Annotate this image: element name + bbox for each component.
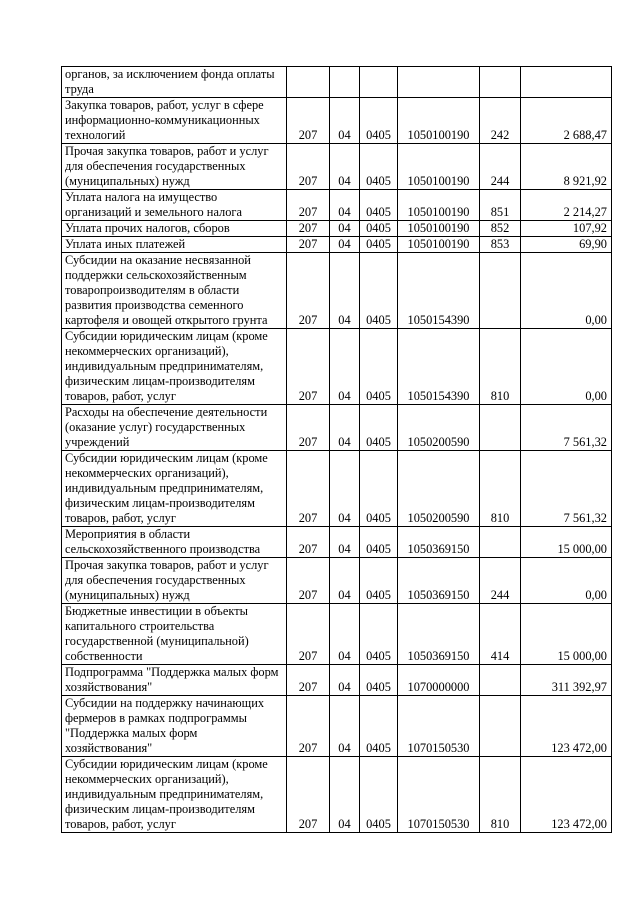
row-vr: [480, 253, 521, 329]
row-rz: 04: [330, 237, 360, 253]
row-pr: 0405: [360, 221, 398, 237]
table-row: [62, 67, 612, 98]
row-csr: 1050100190: [398, 221, 480, 237]
table-row: [62, 237, 612, 253]
row-name: Субсидии юридическим лицам (кроме некоммерческих организаций), индивидуальным предпринимателям, физическим лицам-производителям товаров, работ, услуг: [62, 757, 287, 833]
table-row: [62, 451, 612, 527]
row-sum: 15 000,00: [521, 527, 612, 558]
row-ved: 207: [287, 237, 330, 253]
row-ved: 207: [287, 696, 330, 757]
row-ved: 207: [287, 757, 330, 833]
row-name: Уплата иных платежей: [62, 237, 287, 253]
row-name: Субсидии юридическим лицам (кроме некоммерческих организаций), индивидуальным предпринимателям, физическим лицам-производителям товаров, работ, услуг: [62, 329, 287, 405]
row-vr: 810: [480, 451, 521, 527]
table-row: [62, 98, 612, 144]
row-name: Субсидии юридическим лицам (кроме некоммерческих организаций), индивидуальным предпринимателям, физическим лицам-производителям товаров, работ, услуг: [62, 451, 287, 527]
row-rz: 04: [330, 665, 360, 696]
row-name: Прочая закупка товаров, работ и услуг для обеспечения государственных (муниципальных) нужд: [62, 144, 287, 190]
table-row: [62, 329, 612, 405]
row-pr: 0405: [360, 757, 398, 833]
row-csr: 1070150530: [398, 757, 480, 833]
table-row: [62, 190, 612, 221]
table-row: [62, 144, 612, 190]
row-pr: 0405: [360, 451, 398, 527]
row-csr: 1050100190: [398, 98, 480, 144]
row-csr: 1070150530: [398, 696, 480, 757]
row-vr: 851: [480, 190, 521, 221]
row-sum: [521, 67, 612, 98]
row-vr: [480, 405, 521, 451]
row-rz: 04: [330, 696, 360, 757]
row-csr: 1070000000: [398, 665, 480, 696]
row-sum: 8 921,92: [521, 144, 612, 190]
row-csr: 1050369150: [398, 527, 480, 558]
table-row: [62, 558, 612, 604]
row-sum: 123 472,00: [521, 757, 612, 833]
row-pr: [360, 67, 398, 98]
row-pr: 0405: [360, 604, 398, 665]
row-ved: 207: [287, 405, 330, 451]
row-sum: 311 392,97: [521, 665, 612, 696]
row-ved: 207: [287, 527, 330, 558]
table-row: [62, 604, 612, 665]
budget-table: [61, 66, 612, 833]
row-rz: 04: [330, 558, 360, 604]
row-sum: 7 561,32: [521, 451, 612, 527]
table-row: [62, 221, 612, 237]
row-ved: 207: [287, 451, 330, 527]
row-rz: [330, 67, 360, 98]
row-pr: 0405: [360, 405, 398, 451]
row-pr: 0405: [360, 558, 398, 604]
row-pr: 0405: [360, 144, 398, 190]
row-sum: 2 214,27: [521, 190, 612, 221]
row-sum: 123 472,00: [521, 696, 612, 757]
row-csr: 1050100190: [398, 144, 480, 190]
row-pr: 0405: [360, 190, 398, 221]
row-rz: 04: [330, 98, 360, 144]
row-ved: 207: [287, 221, 330, 237]
table-row: [62, 665, 612, 696]
row-ved: 207: [287, 604, 330, 665]
row-pr: 0405: [360, 237, 398, 253]
row-vr: [480, 696, 521, 757]
row-ved: 207: [287, 558, 330, 604]
row-csr: 1050369150: [398, 604, 480, 665]
row-pr: 0405: [360, 527, 398, 558]
row-pr: 0405: [360, 696, 398, 757]
row-vr: 852: [480, 221, 521, 237]
table-row: [62, 757, 612, 833]
row-pr: 0405: [360, 253, 398, 329]
row-csr: 1050154390: [398, 253, 480, 329]
row-pr: 0405: [360, 98, 398, 144]
table-row: [62, 253, 612, 329]
row-name: Бюджетные инвестиции в объекты капитального строительства государственной (муниципальной) собственности: [62, 604, 287, 665]
row-ved: 207: [287, 190, 330, 221]
row-name: органов, за исключением фонда оплаты труда: [62, 67, 287, 98]
row-sum: 7 561,32: [521, 405, 612, 451]
row-ved: 207: [287, 98, 330, 144]
row-name: Мероприятия в области сельскохозяйственного производства: [62, 527, 287, 558]
row-name: Прочая закупка товаров, работ и услуг для обеспечения государственных (муниципальных) нужд: [62, 558, 287, 604]
row-vr: [480, 665, 521, 696]
row-ved: 207: [287, 329, 330, 405]
row-csr: [398, 67, 480, 98]
row-name: Субсидии на оказание несвязанной поддержки сельскохозяйственным товаропроизводителям в области развития производства семенного картофеля и овощей открытого грунта: [62, 253, 287, 329]
row-csr: 1050369150: [398, 558, 480, 604]
row-sum: 0,00: [521, 558, 612, 604]
row-rz: 04: [330, 253, 360, 329]
row-rz: 04: [330, 144, 360, 190]
row-sum: 0,00: [521, 329, 612, 405]
row-csr: 1050200590: [398, 405, 480, 451]
row-vr: 244: [480, 558, 521, 604]
row-vr: [480, 67, 521, 98]
row-sum: 0,00: [521, 253, 612, 329]
row-name: Подпрограмма "Поддержка малых форм хозяйствования": [62, 665, 287, 696]
row-pr: 0405: [360, 665, 398, 696]
row-rz: 04: [330, 221, 360, 237]
row-vr: 242: [480, 98, 521, 144]
row-csr: 1050100190: [398, 237, 480, 253]
row-csr: 1050154390: [398, 329, 480, 405]
row-vr: 853: [480, 237, 521, 253]
row-csr: 1050100190: [398, 190, 480, 221]
row-name: Уплата прочих налогов, сборов: [62, 221, 287, 237]
row-csr: 1050200590: [398, 451, 480, 527]
row-vr: 810: [480, 757, 521, 833]
row-rz: 04: [330, 757, 360, 833]
row-rz: 04: [330, 190, 360, 221]
row-ved: 207: [287, 253, 330, 329]
table-row: [62, 405, 612, 451]
row-sum: 2 688,47: [521, 98, 612, 144]
row-rz: 04: [330, 604, 360, 665]
row-name: Уплата налога на имущество организаций и земельного налога: [62, 190, 287, 221]
row-name: Закупка товаров, работ, услуг в сфере информационно-коммуникационных технологий: [62, 98, 287, 144]
row-rz: 04: [330, 451, 360, 527]
row-rz: 04: [330, 329, 360, 405]
table-row: [62, 696, 612, 757]
row-sum: 69,90: [521, 237, 612, 253]
row-ved: [287, 67, 330, 98]
row-vr: [480, 527, 521, 558]
row-pr: 0405: [360, 329, 398, 405]
row-vr: 810: [480, 329, 521, 405]
table-row: [62, 527, 612, 558]
row-sum: 107,92: [521, 221, 612, 237]
row-name: Субсидии на поддержку начинающих фермеров в рамках подпрограммы "Поддержка малых форм хозяйствования": [62, 696, 287, 757]
row-sum: 15 000,00: [521, 604, 612, 665]
row-name: Расходы на обеспечение деятельности (оказание услуг) государственных учреждений: [62, 405, 287, 451]
row-ved: 207: [287, 665, 330, 696]
row-ved: 207: [287, 144, 330, 190]
row-rz: 04: [330, 527, 360, 558]
row-vr: 414: [480, 604, 521, 665]
row-vr: 244: [480, 144, 521, 190]
row-rz: 04: [330, 405, 360, 451]
